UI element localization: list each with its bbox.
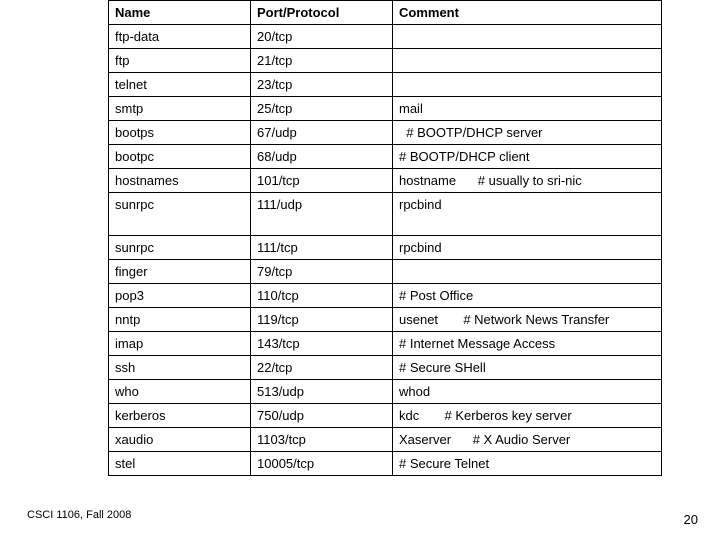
header-row	[109, 1, 662, 25]
cell-port: 750/udp	[251, 404, 393, 428]
header-comment: Comment	[393, 1, 662, 25]
cell-comment	[393, 260, 662, 284]
cell-port: 21/tcp	[251, 49, 393, 73]
cell-port: 20/tcp	[251, 25, 393, 49]
table-row	[109, 308, 662, 332]
table-row	[109, 193, 662, 236]
footer-course: CSCI 1106, Fall 2008	[27, 509, 132, 521]
table-row	[109, 428, 662, 452]
header-name: Name	[109, 1, 251, 25]
cell-comment: # Internet Message Access	[393, 332, 662, 356]
page-number: 20	[683, 512, 698, 527]
cell-comment: rpcbind	[393, 236, 662, 260]
cell-comment: rpcbind	[393, 193, 662, 236]
cell-port: 119/tcp	[251, 308, 393, 332]
cell-name: finger	[109, 260, 251, 284]
cell-comment	[393, 73, 662, 97]
header-port-protocol: Port/Protocol	[251, 1, 393, 25]
cell-name: kerberos	[109, 404, 251, 428]
cell-name: smtp	[109, 97, 251, 121]
table-row	[109, 284, 662, 308]
cell-port: 513/udp	[251, 380, 393, 404]
cell-name: sunrpc	[109, 236, 251, 260]
cell-port: 110/tcp	[251, 284, 393, 308]
table-row	[109, 121, 662, 145]
table-row	[109, 452, 662, 476]
cell-name: ssh	[109, 356, 251, 380]
table-row	[109, 404, 662, 428]
cell-comment	[393, 49, 662, 73]
cell-port: 1103/tcp	[251, 428, 393, 452]
table-row	[109, 260, 662, 284]
cell-port: 25/tcp	[251, 97, 393, 121]
cell-comment: mail	[393, 97, 662, 121]
cell-name: xaudio	[109, 428, 251, 452]
cell-comment: whod	[393, 380, 662, 404]
cell-name: stel	[109, 452, 251, 476]
table-row	[109, 169, 662, 193]
table-row	[109, 356, 662, 380]
cell-name: bootps	[109, 121, 251, 145]
cell-port: 23/tcp	[251, 73, 393, 97]
table-row	[109, 236, 662, 260]
cell-name: ftp	[109, 49, 251, 73]
cell-comment: # BOOTP/DHCP server	[393, 121, 662, 145]
cell-port: 68/udp	[251, 145, 393, 169]
table-row	[109, 332, 662, 356]
cell-port: 22/tcp	[251, 356, 393, 380]
cell-name: who	[109, 380, 251, 404]
cell-comment: kdc # Kerberos key server	[393, 404, 662, 428]
table-row	[109, 145, 662, 169]
cell-name: ftp-data	[109, 25, 251, 49]
cell-name: pop3	[109, 284, 251, 308]
cell-port: 101/tcp	[251, 169, 393, 193]
cell-comment: # Secure Telnet	[393, 452, 662, 476]
cell-port: 10005/tcp	[251, 452, 393, 476]
table-row	[109, 97, 662, 121]
cell-comment: # BOOTP/DHCP client	[393, 145, 662, 169]
cell-name: imap	[109, 332, 251, 356]
cell-comment: # Secure SHell	[393, 356, 662, 380]
table-row	[109, 49, 662, 73]
cell-name: sunrpc	[109, 193, 251, 236]
table-row	[109, 25, 662, 49]
cell-port: 79/tcp	[251, 260, 393, 284]
cell-name: hostnames	[109, 169, 251, 193]
cell-comment	[393, 25, 662, 49]
cell-comment: Xaserver # X Audio Server	[393, 428, 662, 452]
table-body	[109, 25, 662, 476]
table-row	[109, 73, 662, 97]
cell-comment: hostname # usually to sri-nic	[393, 169, 662, 193]
cell-port: 67/udp	[251, 121, 393, 145]
services-table	[108, 0, 662, 476]
cell-port: 143/tcp	[251, 332, 393, 356]
cell-port: 111/tcp	[251, 236, 393, 260]
table-row	[109, 380, 662, 404]
cell-name: telnet	[109, 73, 251, 97]
cell-name: nntp	[109, 308, 251, 332]
cell-port: 111/udp	[251, 193, 393, 236]
cell-comment: usenet # Network News Transfer	[393, 308, 662, 332]
cell-comment: # Post Office	[393, 284, 662, 308]
cell-name: bootpc	[109, 145, 251, 169]
